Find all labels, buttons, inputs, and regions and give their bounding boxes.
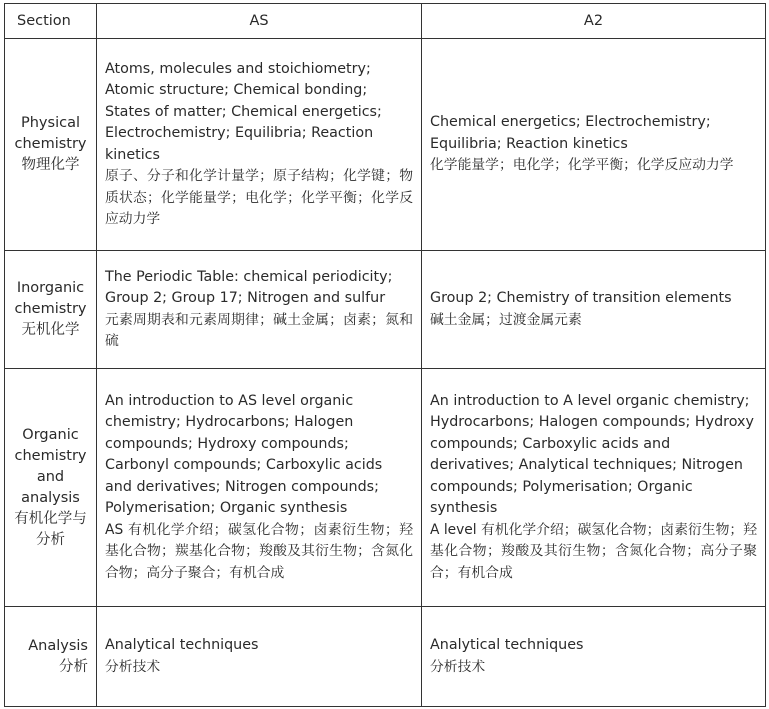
header-a2: A2 bbox=[422, 4, 766, 39]
row-label-en: Physical chemistry bbox=[14, 115, 87, 152]
table-row bbox=[5, 251, 766, 369]
row-label bbox=[5, 39, 97, 251]
row-label-zh: 无机化学 bbox=[21, 322, 80, 338]
as-topics-zh: 分析技术 bbox=[105, 658, 161, 675]
a2-cell bbox=[422, 251, 766, 369]
as-cell bbox=[97, 369, 422, 607]
as-topics-zh: 原子、分子和化学计量学；原子结构；化学键；物质状态；化学能量学；电化学；化学平衡；化学反应动力学 bbox=[105, 168, 413, 227]
a2-topics-zh: 化学能量学；电化学；化学平衡；化学反应动力学 bbox=[430, 157, 734, 174]
a2-cell bbox=[422, 39, 766, 251]
as-cell bbox=[97, 251, 422, 369]
as-topics-en: An introduction to AS level organic chemistry; Hydrocarbons; Halogen compounds; Hydroxy compounds; Carbonyl compounds; Carboxylic acids and derivatives; Nitrogen compounds; Polymerisation; Organic synthesis bbox=[105, 392, 383, 517]
row-label bbox=[5, 607, 97, 707]
row-label bbox=[5, 369, 97, 607]
header-as: AS bbox=[97, 4, 422, 39]
row-label-zh: 物理化学 bbox=[21, 157, 80, 173]
as-cell bbox=[97, 607, 422, 707]
a2-topics-en: An introduction to A level organic chemistry; Hydrocarbons; Halogen compounds; Hydroxy compounds; Carboxylic acids and derivatives; Analytical techniques; Nitrogen compounds; Polymerisation; Organic synthesis bbox=[430, 392, 754, 517]
table-row bbox=[5, 39, 766, 251]
a2-topics-en: Analytical techniques bbox=[430, 637, 584, 653]
as-topics-en: The Periodic Table: chemical periodicity; Group 2; Group 17; Nitrogen and sulfur bbox=[105, 268, 393, 306]
as-topics-en: Atoms, molecules and stoichiometry; Atomic structure; Chemical bonding; States of matter; Chemical energetics; Electrochemistry; Equilibria; Reaction kinetics bbox=[105, 60, 382, 163]
row-label bbox=[5, 251, 97, 369]
row-label-en: Analysis bbox=[28, 637, 88, 654]
a2-topics-zh: 碱土金属；过渡金属元素 bbox=[430, 311, 582, 328]
as-topics-zh: AS 有机化学介绍；碳氢化合物；卤素衍生物；羟基化合物；羰基化合物；羧酸及其衍生物；含氮化合物；高分子聚合；有机合成 bbox=[105, 521, 413, 581]
syllabus-table bbox=[4, 3, 766, 707]
table-row bbox=[5, 607, 766, 707]
header-row bbox=[5, 4, 766, 39]
as-topics-zh: 元素周期表和元素周期律；碱土金属；卤素；氮和硫 bbox=[105, 311, 413, 349]
table-row bbox=[5, 369, 766, 607]
row-label-zh: 分析 bbox=[59, 658, 88, 675]
row-label-en: Inorganic chemistry bbox=[14, 280, 87, 317]
a2-topics-en: Chemical energetics; Electrochemistry; Equilibria; Reaction kinetics bbox=[430, 114, 711, 152]
a2-topics-en: Group 2; Chemistry of transition elements bbox=[430, 290, 732, 306]
a2-cell bbox=[422, 607, 766, 707]
row-label-en: Organic chemistry and analysis bbox=[14, 426, 87, 506]
header-section: Section bbox=[5, 4, 97, 39]
row-label-zh: 有机化学与分析 bbox=[14, 510, 87, 548]
as-topics-en: Analytical techniques bbox=[105, 637, 259, 653]
a2-topics-zh: 分析技术 bbox=[430, 658, 486, 675]
a2-topics-zh: A level 有机化学介绍；碳氢化合物；卤素衍生物；羟基化合物；羧酸及其衍生物；含氮化合物；高分子聚合；有机合成 bbox=[430, 521, 757, 581]
a2-cell bbox=[422, 369, 766, 607]
as-cell bbox=[97, 39, 422, 251]
